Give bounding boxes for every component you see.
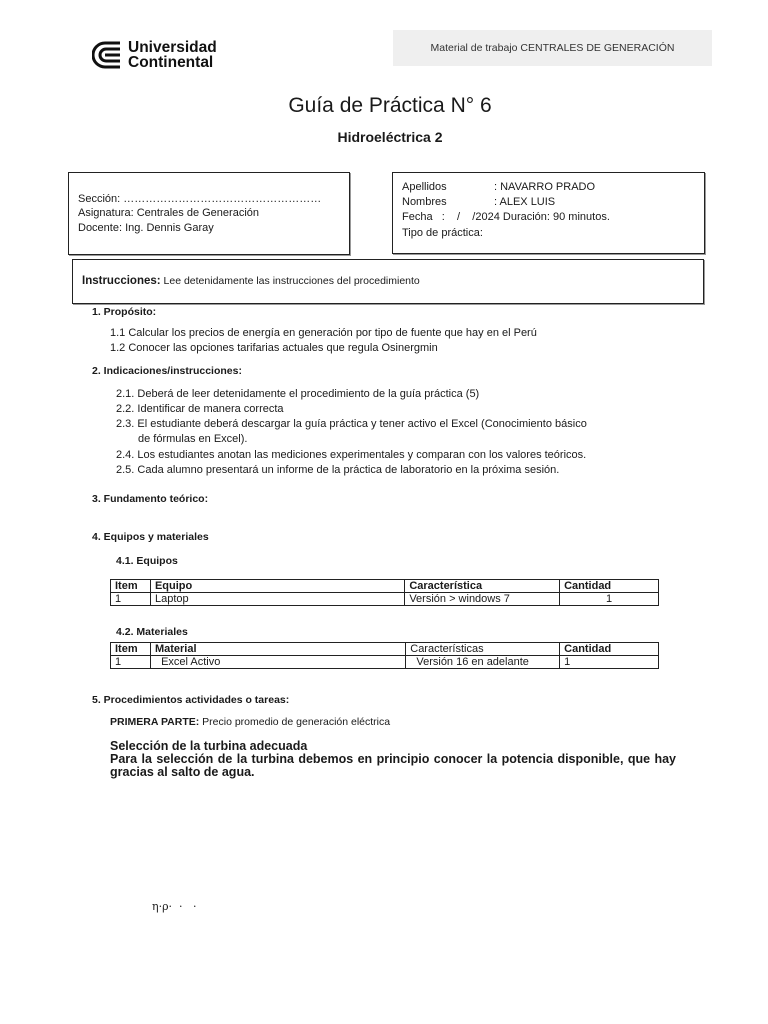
equipos-table — [110, 579, 659, 606]
section-2-title: 2. Indicaciones/instrucciones: — [92, 365, 242, 377]
section-3-title: 3. Fundamento teórico: — [92, 493, 209, 505]
instructions-label: Instrucciones: — [82, 275, 161, 287]
list-item: 1.1 Calcular los precios de energía en generación por tipo de fuente que hay en el Perú — [110, 327, 537, 339]
section-1-title: 1. Propósito: — [92, 306, 157, 318]
cell: 1 — [111, 656, 151, 669]
cell: 1 — [111, 593, 151, 606]
page-title: Guía de Práctica N° 6 — [288, 94, 492, 117]
apellidos-label: Apellidos — [402, 181, 447, 193]
materiales-subtitle: 4.2. Materiales — [116, 626, 188, 638]
header-cell: Equipo — [150, 580, 404, 593]
header-cell: Cantidad — [560, 580, 659, 593]
header-cell: Características — [406, 643, 560, 656]
nombres-value: : ALEX LUIS — [494, 196, 556, 208]
instructions-box — [72, 259, 704, 304]
table-header-row — [111, 580, 659, 593]
list-item: 2.3. El estudiante deberá descargar la guía práctica y tener activo el Excel (Conocimiento básico — [116, 418, 587, 430]
material-header: Material de trabajo CENTRALES DE GENERACIÓN — [393, 30, 712, 66]
equipos-subtitle: 4.1. Equipos — [116, 555, 178, 567]
cell: Laptop — [150, 593, 404, 606]
part-label: PRIMERA PARTE: — [110, 716, 200, 728]
list-item: 2.2. Identificar de manera correcta — [116, 403, 284, 415]
turbine-heading: Selección de la turbina adecuada — [110, 739, 308, 753]
power-formula: η·ρ· · · — [152, 900, 197, 913]
header-cell: Item — [111, 580, 151, 593]
asignatura: Asignatura: Centrales de Generación — [78, 207, 259, 219]
docente: Docente: Ing. Dennis Garay — [78, 222, 214, 234]
list-item: 2.5. Cada alumno presentará un informe de la práctica de laboratorio en la próxima sesión. — [116, 464, 560, 476]
course-info-box — [68, 172, 350, 255]
list-item: 1.2 Conocer las opciones tarifarias actuales que regula Osinergmin — [110, 342, 438, 354]
header-cell: Material — [150, 643, 405, 656]
header-cell: Cantidad — [560, 643, 659, 656]
student-info-box — [392, 172, 705, 254]
apellidos-value: : NAVARRO PRADO — [494, 181, 596, 193]
table-row — [111, 656, 659, 669]
cell: 1 — [560, 593, 659, 606]
table-row — [111, 593, 659, 606]
fecha: Fecha : / /2024 Duración: 90 minutos. — [402, 211, 610, 223]
logo-line2: Continental — [128, 54, 214, 71]
seccion: Sección: ……………………………………………… — [78, 193, 322, 205]
turbine-paragraph: Para la selección de la turbina debemos en principio conocer la potencia disponible, que hay gracias al salto de agua. — [110, 752, 676, 779]
list-item: 2.4. Los estudiantes anotan las mediciones experimentales y comparan con los valores teóricos. — [116, 449, 587, 461]
cell: 1 — [560, 656, 659, 669]
cell: Versión 16 en adelante — [406, 656, 560, 669]
logo-line1: Universidad — [128, 39, 217, 56]
cell: Excel Activo — [150, 656, 405, 669]
list-item-continuation: de fórmulas en Excel). — [138, 433, 248, 445]
tipo-practica: Tipo de práctica: — [402, 227, 483, 239]
list-item: 2.1. Deberá de leer detenidamente el procedimiento de la guía práctica (5) — [116, 388, 480, 400]
materiales-table — [110, 642, 659, 669]
cell: Versión > windows 7 — [405, 593, 560, 606]
page-subtitle: Hidroeléctrica 2 — [337, 129, 443, 145]
nombres-label: Nombres — [402, 196, 447, 208]
section-4-title: 4. Equipos y materiales — [92, 531, 209, 543]
instructions-text: Lee detenidamente las instrucciones del procedimiento — [160, 275, 420, 287]
logo-mark-icon — [92, 40, 122, 70]
university-logo — [92, 40, 217, 70]
section-5-title: 5. Procedimientos actividades o tareas: — [92, 694, 290, 706]
header-cell: Item — [111, 643, 151, 656]
header-cell: Característica — [405, 580, 560, 593]
part-text: Precio promedio de generación eléctrica — [199, 716, 391, 728]
table-header-row — [111, 643, 659, 656]
